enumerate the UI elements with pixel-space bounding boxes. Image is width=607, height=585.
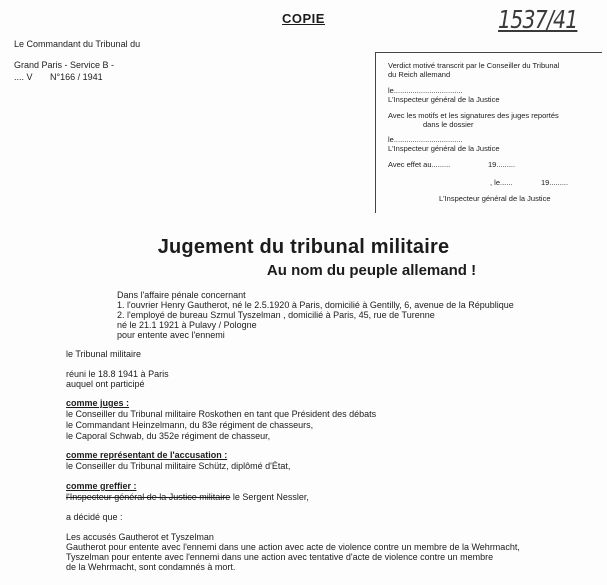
commander-line: Le Commandant du Tribunal du (14, 39, 141, 49)
copy-stamp: COPIE (282, 11, 325, 26)
box-date-1: le................................. (388, 86, 463, 95)
decision-line-3: Tyszelman pour entente avec l'ennemi dans une action avec tentative d'acte de violence contre un membre (66, 552, 494, 562)
box-inspector-3: L'Inspecteur général de la Justice (439, 194, 551, 203)
decision-line-2: Gautherot pour entente avec l'ennemi dans une action avec acte de violence contre un membre de la Wehrmacht, (66, 542, 520, 552)
decision-heading: a décidé que : (66, 512, 123, 522)
charge-line: pour entente avec l'ennemi (117, 330, 225, 340)
accused-1: 1. l'ouvrier Henry Gautherot, né le 2.5.1920 à Paris, domicilié à Gentilly, 6, avenue de la République (117, 300, 514, 310)
department-line: Grand Paris - Service B - (14, 60, 115, 70)
box-line-1: Verdict motivé transcrit par le Conseiller du Tribunal (388, 61, 560, 70)
affair-intro: Dans l'affaire pénale concernant (117, 290, 246, 300)
decision-line-1: Les accusés Gautherot et Tyszelman (66, 532, 214, 542)
judge-2: le Commandant Heinzelmann, du 83e régiment de chasseurs, (66, 420, 314, 430)
handwritten-reference (498, 5, 577, 34)
judges-heading: comme juges : (66, 398, 130, 408)
struck-title: l'Inspecteur général de la Justice militaire (66, 492, 231, 502)
box-effect-year: 19......... (488, 160, 516, 169)
box-inspector-2: L'Inspecteur général de la Justice (388, 144, 500, 153)
registration-box (375, 52, 602, 213)
box-date-2: le................................. (388, 135, 463, 144)
reference-number: 1537/41 (498, 5, 578, 34)
judge-3: le Caporal Schwab, du 352e régiment de chasseur, (66, 431, 271, 441)
court-participated: auquel ont participé (66, 379, 145, 389)
box-date-3-year: 19......... (541, 178, 569, 187)
box-motives-2: dans le dossier (423, 120, 474, 129)
accused-2: 2. l'employé de bureau Szmul Tyszelman , domicilié à Paris, 45, rue de Turenne (117, 310, 435, 320)
prosecution-heading: comme représentant de l'accusation : (66, 450, 228, 460)
document-subtitle: Au nom du peuple allemand ! (266, 262, 477, 279)
box-date-3: , le...... (490, 178, 513, 187)
prosecutor-line: le Conseiller du Tribunal militaire Schütz, diplômé d'État, (66, 461, 291, 471)
clerk-line (66, 492, 309, 502)
file-number: N°166 / 1941 (50, 72, 103, 82)
box-effect: Avec effet au......... (388, 160, 451, 169)
judge-1: le Conseiller du Tribunal militaire Roskothen en tant que Président des débats (66, 409, 377, 419)
court-met: réuni le 18.8 1941 à Paris (66, 369, 169, 379)
file-prefix: .... V (14, 72, 33, 82)
box-inspector-1: L'Inspecteur général de la Justice (388, 95, 500, 104)
accused-2-birth: né le 21.1 1921 à Pulavy / Pologne (117, 320, 257, 330)
clerk-name: le Sergent Nessler, (230, 492, 309, 502)
box-motives-1: Avec les motifs et les signatures des juges reportés (388, 111, 559, 120)
document-title: Jugement du tribunal militaire (157, 236, 450, 258)
box-line-2: du Reich allemand (388, 70, 451, 79)
decision-line-4: de la Wehrmacht, sont condamnés à mort. (66, 562, 236, 572)
clerk-heading: comme greffier : (66, 481, 137, 491)
court-label: le Tribunal militaire (66, 349, 142, 359)
